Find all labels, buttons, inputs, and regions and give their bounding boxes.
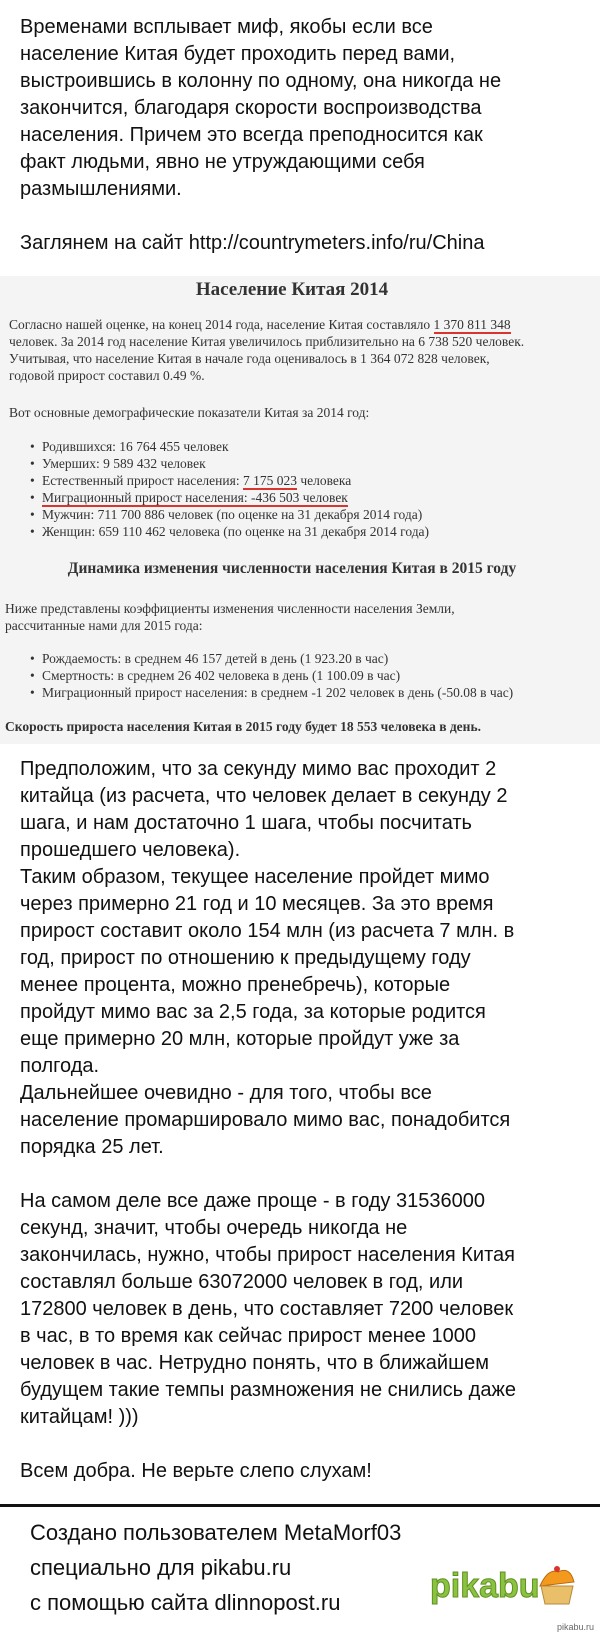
- cupcake-icon: [540, 1566, 574, 1604]
- body-line: полгода.: [20, 1055, 100, 1077]
- body-line: прошедшего человека).: [20, 839, 241, 861]
- para-line: годовой прирост составил 0.49 %.: [9, 368, 205, 383]
- population-paragraph: [9, 316, 584, 384]
- body-line: секунд, значит, чтобы очередь никогда не: [20, 1217, 408, 1239]
- body-line: порядка 25 лет.: [20, 1136, 164, 1158]
- screenshot-subtitle: Динамика изменения численности населения Китая в 2015 году: [67, 560, 517, 577]
- para-line: человек. За 2014 год население Китая увеличилось приблизительно на 6 738 520 человек.: [9, 334, 525, 349]
- coefficients-intro: [5, 600, 580, 634]
- body-line: человек в час. Нетрудно понять, что в ближайшем: [20, 1352, 489, 1374]
- closing-line: Всем добра. Не верьте слепо слухам!: [20, 1460, 372, 1482]
- body-line: через примерно 21 год и 10 месяцев. За это время: [20, 893, 494, 915]
- screenshot-title: Население Китая 2014: [195, 279, 389, 300]
- list-item: [30, 472, 600, 489]
- list-intro: Вот основные демографические показатели Китая за 2014 год:: [9, 405, 370, 420]
- body-line: еще примерно 20 млн, которые пройдут уже за: [20, 1028, 460, 1050]
- watermark: pikabu.ru: [556, 1622, 594, 1632]
- intro-text: [20, 14, 590, 257]
- rates-list: [30, 650, 600, 701]
- logo-text: pikabu: [430, 1567, 540, 1605]
- body-line: закончилась, нужно, чтобы прирост населения Китая: [20, 1244, 515, 1266]
- body-line: пройдут мимо вас за 2,5 года, за которые родится: [20, 1001, 486, 1023]
- para-line: Учитывая, что население Китая в начале года оценивалось в 1 364 072 828 человек,: [9, 351, 490, 366]
- list-item: [30, 489, 600, 506]
- pikabu-logo: [428, 1560, 578, 1610]
- body-line: Таким образом, текущее население пройдет мимо: [20, 866, 490, 888]
- intro-line: факт людьми, явно не утруждающими себя: [20, 151, 425, 173]
- list-item: • Рождаемость: в среднем 46 157 детей в день (1 923.20 в час): [30, 650, 600, 667]
- credit-line: Создано пользователем MetaMorf03: [30, 1520, 402, 1545]
- body-line: составлял больше 63072000 человек в год, или: [20, 1271, 464, 1293]
- intro-line: населения. Причем это всегда преподносится как: [20, 124, 483, 146]
- body-line: китайцам! ))): [20, 1406, 139, 1428]
- body-line: китайца (из расчета, что человек делает в секунду 2: [20, 785, 508, 807]
- intro-line: Временами всплывает миф, якобы если все: [20, 16, 433, 38]
- intro-line: население Китая будет проходить перед вами,: [20, 43, 456, 65]
- body-line: 172800 человек в день, что составляет 7200 человек: [20, 1298, 514, 1320]
- body-line: население промаршировало мимо вас, понадобится: [20, 1109, 511, 1131]
- list-item: • Женщин: 659 110 462 человека (по оценке на 31 декабря 2014 года): [30, 523, 600, 540]
- list-item: • Родившихся: 16 764 455 человек: [30, 438, 600, 455]
- list-item: • Мужчин: 711 700 886 человек (по оценке на 31 декабря 2014 года): [30, 506, 600, 523]
- natural-growth-unit: человека: [296, 473, 352, 488]
- population-value: 1 370 811 348: [433, 317, 511, 332]
- body-line: На самом деле все даже проще - в году 31536000: [20, 1190, 485, 1212]
- credit-line: с помощью сайта dlinnopost.ru: [30, 1590, 341, 1615]
- footer-divider: [0, 1504, 600, 1507]
- natural-growth-label: Естественный прирост населения:: [42, 473, 243, 488]
- para-line: рассчитанные нами для 2015 года:: [5, 618, 203, 633]
- intro-line: размышлениями.: [20, 178, 182, 200]
- site-reference: Заглянем на сайт http://countrymeters.info/ru/China: [20, 232, 485, 254]
- body-line: Предположим, что за секунду мимо вас проходит 2: [20, 758, 497, 780]
- footer-credit: [30, 1515, 490, 1620]
- list-item: • Умерших: 9 589 432 человек: [30, 455, 600, 472]
- para-line: Согласно нашей оценке, на конец 2014 года, население Китая составляло: [9, 317, 434, 332]
- body-line: шага, и нам достаточно 1 шага, чтобы посчитать: [20, 812, 472, 834]
- body-line: в час, в то время как сейчас прирост менее 1000: [20, 1325, 476, 1347]
- body-line: Дальнейшее очевидно - для того, чтобы все: [20, 1082, 432, 1104]
- intro-line: выстроившись в колонну по одному, она никогда не: [20, 70, 502, 92]
- body-line: год, прирост по отношению к предыдущему году: [20, 947, 471, 969]
- body-line: менее процента, можно пренебречь), которые: [20, 974, 451, 996]
- credit-line: специально для pikabu.ru: [30, 1555, 292, 1580]
- body-line: будущем такие темпы размножения не снились даже: [20, 1379, 516, 1401]
- demographics-list: [30, 438, 600, 540]
- list-item: • Смертность: в среднем 26 402 человека в день (1 100.09 в час): [30, 667, 600, 684]
- growth-speed: Скорость прироста населения Китая в 2015 году будет 18 553 человека в день.: [5, 719, 481, 734]
- para-line: Ниже представлены коэффициенты изменения численности населения Земли,: [5, 601, 455, 616]
- list-item: • Миграционный прирост населения: в среднем -1 202 человек в день (-50.08 в час): [30, 684, 600, 701]
- embedded-screenshot: [0, 276, 600, 744]
- migration-item: Миграционный прирост населения: -436 503 человек: [42, 490, 348, 505]
- natural-growth-value: 7 175 023: [242, 473, 297, 488]
- body-line: прирост составит около 154 млн (из расчета 7 млн. в: [20, 920, 515, 942]
- body-text: [20, 756, 590, 1485]
- intro-line: закончится, благодаря скорости воспроизводства: [20, 97, 482, 119]
